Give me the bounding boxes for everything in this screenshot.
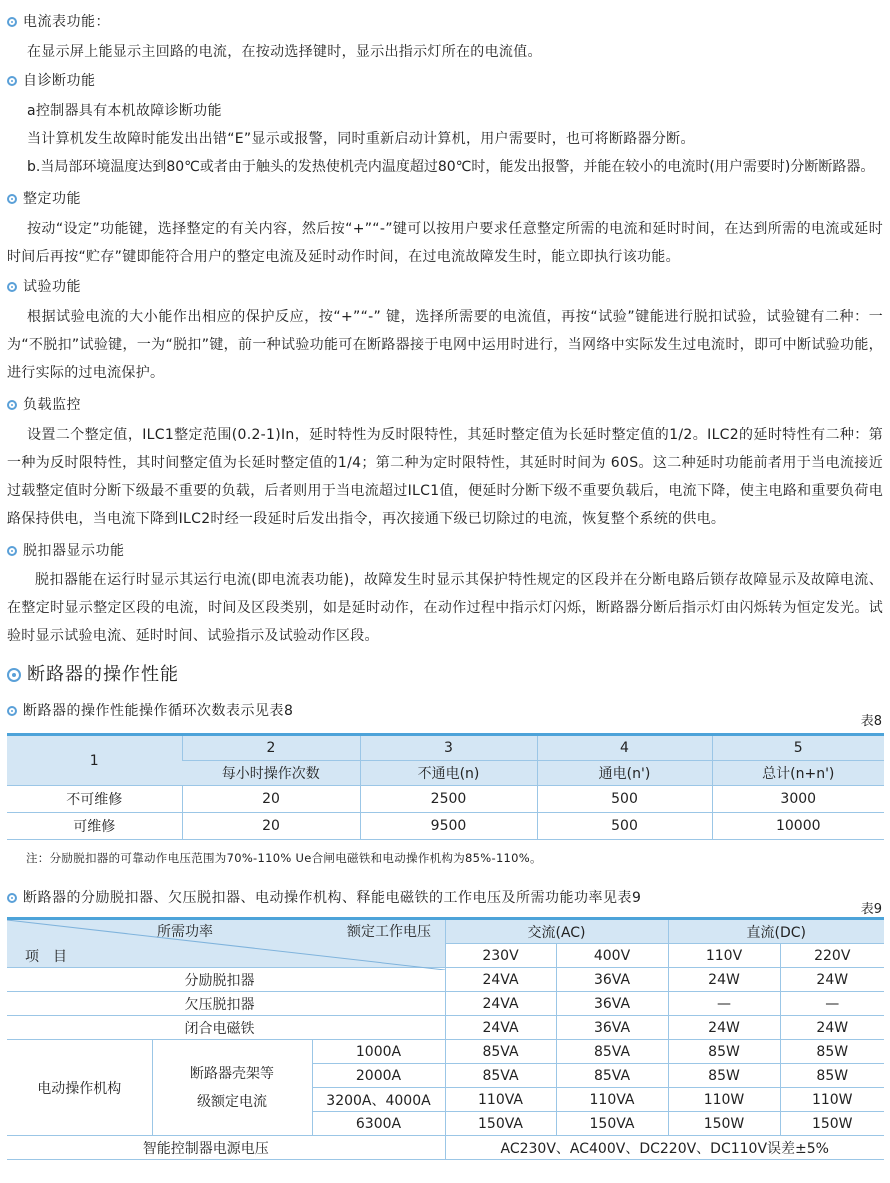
table-cell: 总计(n+n') xyxy=(712,761,884,786)
frame-rating-cell xyxy=(152,1040,312,1136)
table8-note: 注：分励脱扣器的可靠动作电压范围为70%-110% Ue合闸电磁铁和电动操作机构为85%-110%。 xyxy=(26,851,542,865)
table-cell: 36VA xyxy=(556,992,668,1016)
table-cell: 分励脱扣器 xyxy=(7,968,445,992)
circle-bullet-icon xyxy=(7,400,17,410)
table8 xyxy=(7,733,884,840)
table-cell: 20 xyxy=(182,813,360,840)
table-cell: 85VA xyxy=(556,1040,668,1064)
table-cell: 通电(n') xyxy=(537,761,712,786)
table-row xyxy=(7,735,884,761)
table-cell: 直流(DC) xyxy=(668,919,884,944)
diagonal-header-cell xyxy=(7,919,445,968)
table-row xyxy=(7,968,884,992)
circle-bullet-icon xyxy=(7,546,17,556)
table-cell: 85W xyxy=(780,1040,884,1064)
paragraph: 按动“设定”功能键，选择整定的有关内容，然后按“+”“-”键可以按用户要求任意整定所需的电流和延时时间，在达到所需的电流或延时时间后再按“贮存”键即能符合用户的整定电流及延时动作时间，在过电流故障发生时，能立即执行该功能。 xyxy=(7,221,883,265)
paragraph: 脱扣器能在运行时显示其运行电流(即电流表功能)，故障发生时显示其保护特性规定的区段并在分断电路后锁存故障显示及故障电流、在整定时显示整定区段的电流，时间及区段类别，如是延时动作，在动作过程中指示灯闪烁，断路器分断后指示灯由闪烁转为恒定发光。试验时显示试验电流、延时时间、试验指示及试验动作区段。 xyxy=(7,572,883,644)
table-cell: 24W xyxy=(668,1016,780,1040)
table-cell: 85W xyxy=(668,1064,780,1088)
table9-label: 表9 xyxy=(860,902,882,917)
table-cell: 150W xyxy=(668,1112,780,1136)
table-cell: 36VA xyxy=(556,968,668,992)
table-cell: 交流(AC) xyxy=(445,919,668,944)
table-cell: 85VA xyxy=(445,1064,556,1088)
table-cell: 150W xyxy=(780,1112,884,1136)
table-cell: 110V xyxy=(668,944,780,968)
table-cell: 9500 xyxy=(360,813,537,840)
table-cell: 150VA xyxy=(556,1112,668,1136)
header-voltage-label: 额定工作电压 xyxy=(347,924,431,940)
table-cell: — xyxy=(780,992,884,1016)
table-cell: 500 xyxy=(537,786,712,813)
table-cell: 110W xyxy=(668,1088,780,1112)
table-row xyxy=(7,786,884,813)
table-cell: 85W xyxy=(780,1064,884,1088)
table-cell: 20 xyxy=(182,786,360,813)
header-power-label: 所需功率 xyxy=(157,924,213,940)
table-cell: 10000 xyxy=(712,813,884,840)
header-item-label: 项目 xyxy=(25,949,81,965)
table-row xyxy=(7,992,884,1016)
table-cell: 24W xyxy=(780,1016,884,1040)
table-cell: 85W xyxy=(668,1040,780,1064)
table-cell: 85VA xyxy=(556,1064,668,1088)
table9-caption: 断路器的分励脱扣器、欠压脱扣器、电动操作机构、释能电磁铁的工作电压及所需功能功率见表9 xyxy=(7,888,641,908)
circle-bullet-icon xyxy=(7,194,17,204)
table-cell: 110VA xyxy=(556,1088,668,1112)
paragraph: a控制器具有本机故障诊断功能 xyxy=(27,103,222,119)
circle-bullet-icon xyxy=(7,17,17,27)
circle-bullet-icon xyxy=(7,706,17,716)
paragraph: b.当局部环境温度达到80℃或者由于触头的发热使机壳内温度超过80℃时，能发出报警，并能在较小的电流时(用户需要时)分断断路器。 xyxy=(27,159,875,175)
table-cell: 2 xyxy=(182,735,360,761)
section-heading: 自诊断功能 xyxy=(7,71,96,91)
table-cell: 5 xyxy=(712,735,884,761)
main-heading: 断路器的操作性能 xyxy=(7,663,179,687)
table-cell: 智能控制器电源电压 xyxy=(7,1136,445,1160)
table-cell: 220V xyxy=(780,944,884,968)
table-cell: 150VA xyxy=(445,1112,556,1136)
table-cell: 24W xyxy=(780,968,884,992)
table-cell: 1000A xyxy=(312,1040,445,1064)
table-cell: 400V xyxy=(556,944,668,968)
table8-caption: 断路器的操作性能操作循环次数表示见表8 xyxy=(7,701,293,721)
table-row xyxy=(7,1016,884,1040)
paragraph: 根据试验电流的大小能作出相应的保护反应，按“+”“-” 键，选择所需要的电流值，再按“试验”键能进行脱扣试验，试验键有二种：一为“不脱扣”试验键，一为“脱扣”键，前一种试验功能可在断路器接于电网中运用时进行，当网络中实际发生过电流时，即可中断试验功能，进行实际的过电流保护。 xyxy=(7,309,883,381)
table-row xyxy=(7,1040,884,1064)
table-cell: 1 xyxy=(7,735,182,786)
table-cell: 36VA xyxy=(556,1016,668,1040)
frame-label-line: 级额定电流 xyxy=(197,1093,267,1110)
section-heading: 脱扣器显示功能 xyxy=(7,541,125,561)
paragraph: 当计算机发生故障时能发出出错“E”显示或报警，同时重新启动计算机，用户需要时，也可将断路器分断。 xyxy=(27,131,695,147)
table-cell: 24VA xyxy=(445,992,556,1016)
table-row xyxy=(7,1136,884,1160)
table-cell: 230V xyxy=(445,944,556,968)
table-cell: 欠压脱扣器 xyxy=(7,992,445,1016)
table-cell: 24VA xyxy=(445,968,556,992)
section-heading: 整定功能 xyxy=(7,189,81,209)
table-row xyxy=(7,919,884,944)
frame-label-line: 断路器壳架等 xyxy=(190,1065,274,1082)
section-heading: 负载监控 xyxy=(7,395,81,415)
circle-bullet-icon xyxy=(7,282,17,292)
table-cell: 电动操作机构 xyxy=(7,1040,152,1136)
table-cell: 闭合电磁铁 xyxy=(7,1016,445,1040)
table-row xyxy=(7,813,884,840)
circle-bullet-icon xyxy=(7,668,21,682)
table-cell: 24VA xyxy=(445,1016,556,1040)
table-cell: 110W xyxy=(780,1088,884,1112)
table-cell: 可维修 xyxy=(7,813,182,840)
table-cell: 3 xyxy=(360,735,537,761)
table-cell: 3000 xyxy=(712,786,884,813)
section-heading: 电流表功能： xyxy=(7,12,110,32)
table-cell: 2500 xyxy=(360,786,537,813)
table-cell: 2000A xyxy=(312,1064,445,1088)
section-heading: 试验功能 xyxy=(7,277,81,297)
table-cell: 不通电(n) xyxy=(360,761,537,786)
table-cell: 6300A xyxy=(312,1112,445,1136)
table-cell: 4 xyxy=(537,735,712,761)
paragraph: 设置二个整定值，ILC1整定范围(0.2-1)In，延时特性为反时限特性，其延时整定值为长延时整定值的1/2。ILC2的延时特性有二种：第一种为反时限特性，其时间整定值为长延时整定值的1/4；第二种为定时限特性，其延时时间为 60S。这二种延时功能前者用于当电流接近过载整定值时分断下级最不重要的负载，后者则用于当电流超过ILC1值，便延时分断下级不重要负载后，电流下降，使主电路和重要负荷电路保持供电，当电流下降到ILC2时经一段延时后发出指令，再次接通下级已切除过的电流，恢复整个系统的供电。 xyxy=(7,427,883,527)
table-cell: — xyxy=(668,992,780,1016)
table-cell: 24W xyxy=(668,968,780,992)
table-cell: AC230V、AC400V、DC220V、DC110V误差±5% xyxy=(445,1136,884,1160)
paragraph: 在显示屏上能显示主回路的电流，在按动选择键时，显示出指示灯所在的电流值。 xyxy=(27,44,542,60)
circle-bullet-icon xyxy=(7,76,17,86)
table-cell: 500 xyxy=(537,813,712,840)
table-cell: 3200A、4000A xyxy=(312,1088,445,1112)
circle-bullet-icon xyxy=(7,893,17,903)
table-cell: 不可维修 xyxy=(7,786,182,813)
table-cell: 110VA xyxy=(445,1088,556,1112)
table9 xyxy=(7,917,884,1160)
table-cell: 85VA xyxy=(445,1040,556,1064)
table-cell: 每小时操作次数 xyxy=(182,761,360,786)
table8-label: 表8 xyxy=(860,714,882,729)
